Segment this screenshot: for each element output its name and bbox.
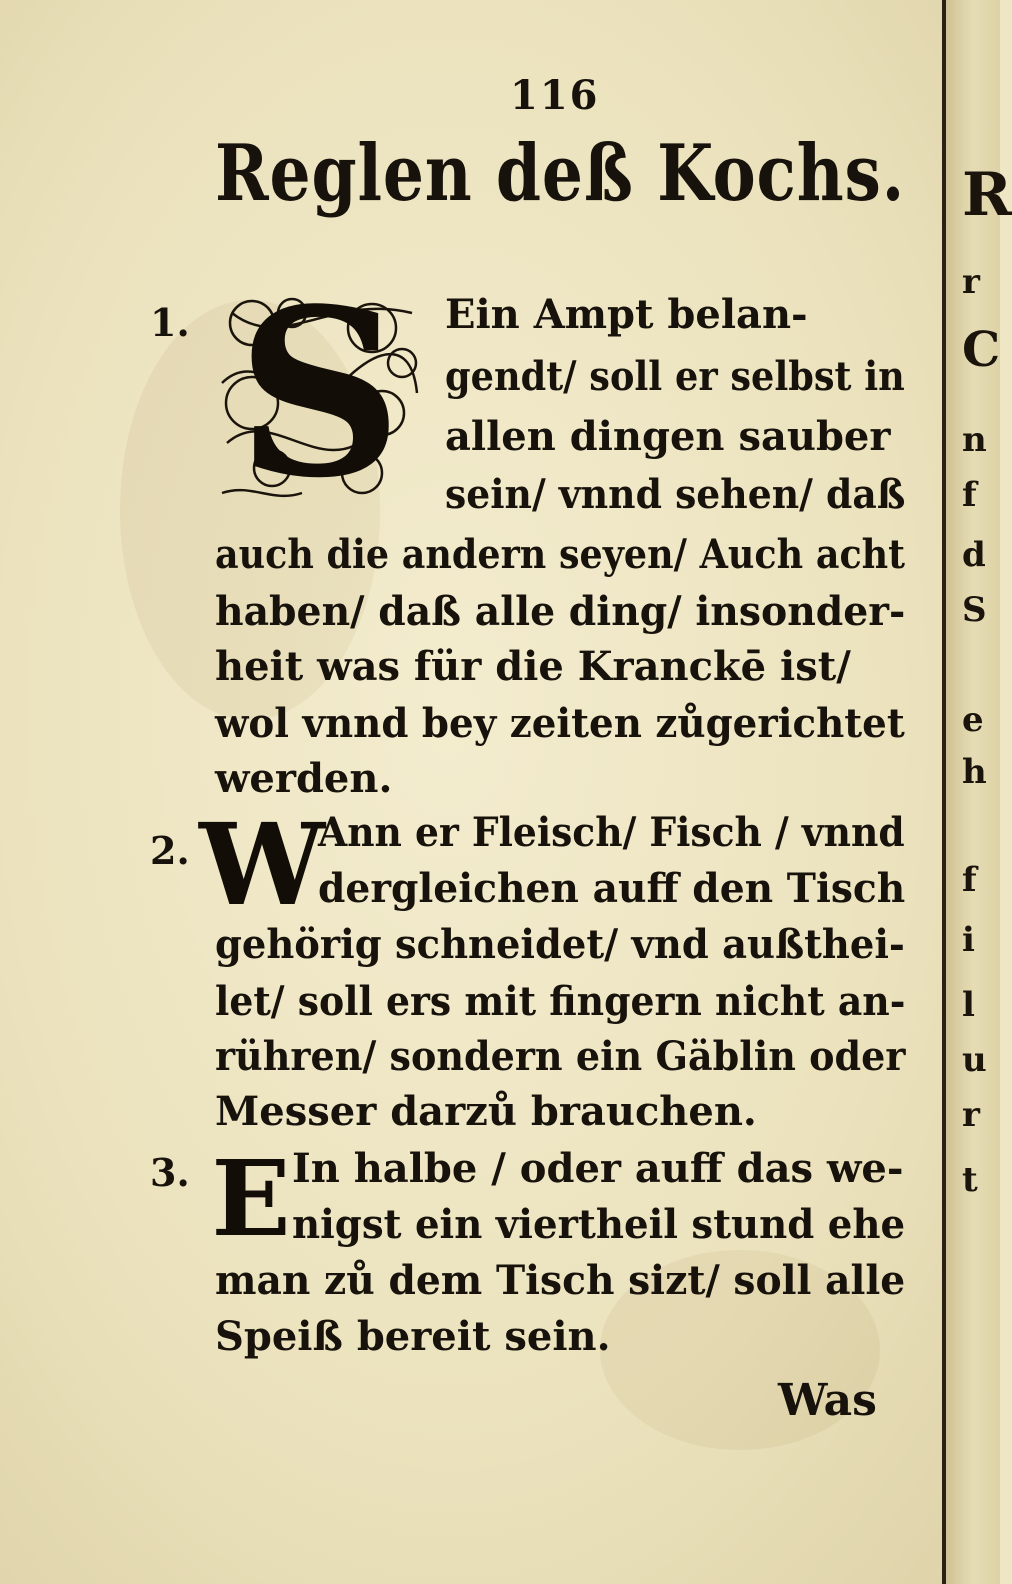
rule-line: gendt/ soll er selbst in [445,353,905,400]
rule-line: heit was für die Kranckē ist/ [215,643,851,690]
edge-letter: S [962,590,987,630]
edge-letter: e [962,700,984,740]
edge-letter: r [962,262,980,302]
rule-line: let/ soll ers mit fingern nicht an- [215,978,906,1025]
rule-line: rühren/ sondern ein Gäblin oder [215,1033,906,1080]
edge-letter: i [962,920,975,960]
rule-line: werden. [215,755,393,802]
rule-number: 1. [150,300,190,345]
rule-number: 3. [150,1150,190,1195]
decorated-initial [212,259,427,529]
rule-line: allen dingen sauber [445,413,891,460]
edge-letter: h [962,752,987,792]
rule-line: Ein Ampt belan- [445,291,808,338]
edge-letter: d [962,535,986,575]
rule-line: dergleichen auff den Tisch [318,865,906,912]
edge-letter: n [962,420,987,460]
edge-letter: f [962,475,977,515]
page-number: 116 [510,72,600,119]
rule-line: Messer darzů brauchen. [215,1088,757,1135]
edge-letter: f [962,860,977,900]
edge-letter: t [962,1160,978,1200]
rule-line: Ann er Fleisch/ Fisch / vnnd [318,809,905,856]
rule-line: man zů dem Tisch sizt/ soll alle [215,1257,906,1304]
rule-line: wol vnnd bey zeiten zůgerichtet [215,700,905,747]
rule-line: haben/ daß alle ding/ insonder- [215,588,906,635]
facing-page-edge [946,0,1012,1584]
rule-line: auch die andern seyen/ Auch acht [215,531,905,578]
rule-number: 2. [150,828,190,873]
edge-letter: l [962,985,975,1025]
edge-letter: C [962,322,1001,378]
edge-letter: r [962,1095,980,1135]
rule-line: gehörig schneidet/ vnd außthei- [215,921,905,968]
edge-letter: u [962,1040,987,1080]
initial-letter: E [211,1137,291,1260]
rule-line: In halbe / oder auff das we- [292,1145,904,1192]
catchword: Was [778,1375,877,1426]
initial-letter: S [236,259,403,529]
initial-letter: W [199,800,325,931]
rule-line: sein/ vnnd sehen/ daß [445,471,906,518]
rule-line: nigst ein viertheil stund ehe [292,1201,906,1248]
rule-line: Speiß bereit sein. [215,1313,611,1360]
edge-letter: R [962,160,1012,230]
page-title: Reglen deß Kochs. [215,128,906,219]
